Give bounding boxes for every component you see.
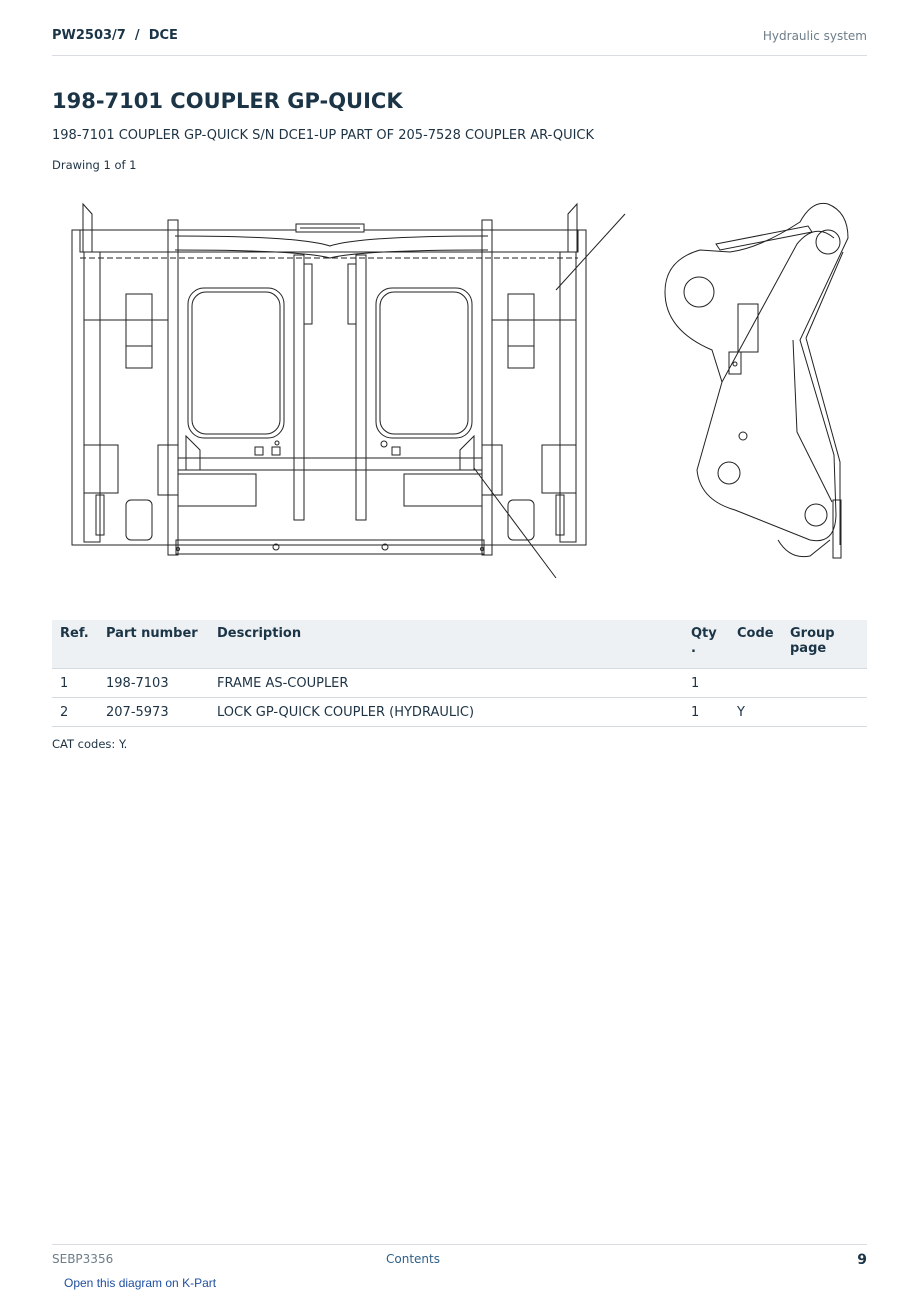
column-header-code: Code <box>729 620 782 669</box>
column-header-qty: Qty . <box>683 620 729 669</box>
cell-ref: 2 <box>52 698 98 727</box>
column-header-part-number: Part number <box>98 620 209 669</box>
cat-codes-note: CAT codes: Y. <box>52 737 128 751</box>
cell-part-number: 207-5973 <box>98 698 209 727</box>
cell-qty: 1 <box>683 698 729 727</box>
cell-code <box>729 669 782 698</box>
cell-group-page <box>782 698 867 727</box>
document-id: SEBP3356 <box>52 1252 114 1266</box>
model-label: PW2503/7 / DCE <box>52 28 178 43</box>
footer-divider <box>52 1244 867 1245</box>
page-subtitle: 198-7101 COUPLER GP-QUICK S/N DCE1-UP PART OF 205-7528 COUPLER AR-QUICK <box>52 128 595 143</box>
side-view <box>665 203 848 558</box>
cell-ref: 1 <box>52 669 98 698</box>
parts-table <box>52 620 867 727</box>
cell-part-number: 198-7103 <box>98 669 209 698</box>
cell-description: LOCK GP-QUICK COUPLER (HYDRAULIC) <box>209 698 683 727</box>
page-header <box>52 28 867 56</box>
page-title: 198-7101 COUPLER GP-QUICK <box>52 89 403 113</box>
open-k-part-link[interactable]: Open this diagram on K-Part <box>64 1276 217 1290</box>
front-view <box>72 204 625 578</box>
column-header-description: Description <box>209 620 683 669</box>
cell-description: FRAME AS-COUPLER <box>209 669 683 698</box>
cell-code: Y <box>729 698 782 727</box>
parts-diagram <box>52 193 867 593</box>
table-row <box>52 698 867 727</box>
contents-link[interactable]: Contents <box>386 1252 440 1266</box>
section-label: Hydraulic system <box>762 29 867 43</box>
drawing-count: Drawing 1 of 1 <box>52 158 137 172</box>
page-number: 9 <box>857 1252 867 1268</box>
column-header-group-page: Group page <box>782 620 867 669</box>
cell-qty: 1 <box>683 669 729 698</box>
column-header-ref: Ref. <box>52 620 98 669</box>
cell-group-page <box>782 669 867 698</box>
table-row <box>52 669 867 698</box>
table-header-row <box>52 620 867 669</box>
